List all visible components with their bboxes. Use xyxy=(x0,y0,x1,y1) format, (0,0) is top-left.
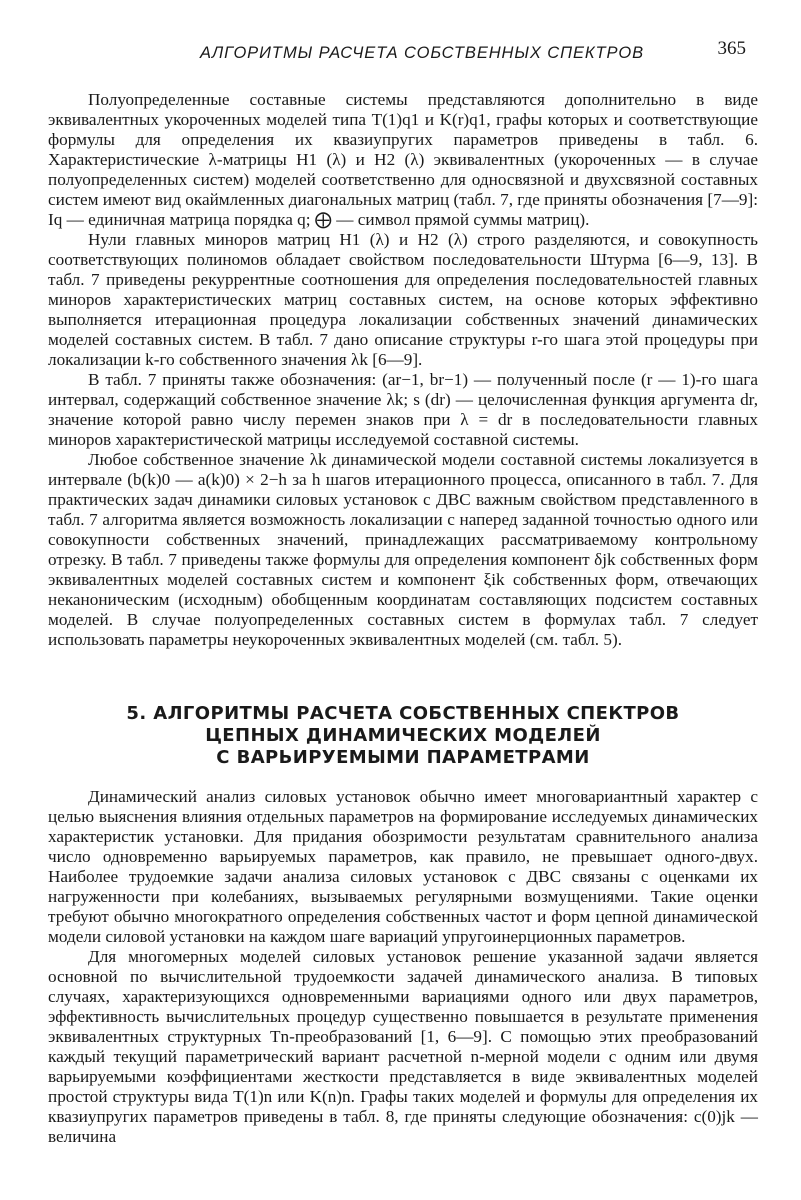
text-block-after-section xyxy=(48,787,758,1147)
paragraph: Для многомерных моделей силовых установок решение указанной задачи является основной по вычислительной трудоемкости задачей динамического анализа. В типовых случаях, характеризующихся одновременными вариациями одного или двух параметров, эффективность вычислительных процедур существенно повышается в результате применения эквивалентных структурных Tn-преобразований [1, 6—9]. С помощью этих преобразований каждый текущий параметрический вариант расчетной n-мерной модели с одним или двумя варьируемыми коэффициентами жесткости представляется в виде эквивалентных моделей простой структуры вида T(1)n или K(n)n. Графы таких моделей и формулы для определения их квазиупругих параметров приведены в табл. 8, где приняты следующие обозначения: c(0)jk — величина xyxy=(48,947,758,1146)
section-heading-line: ЦЕПНЫХ ДИНАМИЧЕСКИХ МОДЕЛЕЙ xyxy=(205,725,601,746)
running-head: АЛГОРИТМЫ РАСЧЕТА СОБСТВЕННЫХ СПЕКТРОВ xyxy=(200,44,644,62)
paragraph: Нули главных миноров матриц H1 (λ) и H2 (λ) строго разделяются, и совокупность соответствующих полиномов обладает свойством последовательности Штурма [6—9, 13]. В табл. 7 приведены рекуррентные соотношения для определения последовательностей главных миноров характеристических матриц составных систем, на основе которых эффективно выполняется итерационная процедура локализации собственных значений динамических моделей составных систем. В табл. 7 дано описание структуры r-го шага этой процедуры при локализации k-го собственного значения λk [6—9]. xyxy=(48,230,758,369)
page-header xyxy=(88,38,746,68)
section-heading-line: 5. АЛГОРИТМЫ РАСЧЕТА СОБСТВЕННЫХ СПЕКТРОВ xyxy=(126,703,680,724)
paragraph: Динамический анализ силовых установок обычно имеет многовариантный характер с целью выяснения влияния отдельных параметров на формирование исследуемых динамических характеристик установки. Для придания обозримости результатам сравнительного анализа число одновременно варьируемых параметров, как правило, не превышает одного-двух. Наиболее трудоемкие задачи анализа силовых установок с ДВС связаны с оценками их нагруженности при колебаниях, вызываемых регулярными возмущениями. Такие оценки требуют обычно многократного определения собственных частот и форм цепной динамической модели силовой установки на каждом шаге вариаций упругоинерционных параметров. xyxy=(48,787,758,946)
section-heading xyxy=(48,703,758,769)
paragraph: Любое собственное значение λk динамической модели составной системы локализуется в интервале (b(k)0 — a(k)0) × 2−h за h шагов итерационного процесса, описанного в табл. 7. Для практических задач динамики силовых установок с ДВС важным свойством представленного в табл. 7 алгоритма является возможность локализации с наперед заданной точностью одного или совокупности собственных значений, принадлежащих рассматриваемому контрольному отрезку. В табл. 7 приведены также формулы для определения компонент δjk собственных форм эквивалентных моделей составных систем и компонент ξik собственных форм, отвечающих неканоническим (исходным) обобщенным координатам составляющих подсистем составных моделей. В случае полуопределенных составных систем в формулах табл. 7 следует использовать параметры неукороченных эквивалентных моделей (см. табл. 5). xyxy=(48,450,758,649)
section-heading-line: С ВАРЬИРУЕМЫМИ ПАРАМЕТРАМИ xyxy=(216,747,590,768)
paragraph: В табл. 7 приняты также обозначения: (ar−1, br−1) — полученный после (r — 1)-го шага интервал, содержащий собственное значение λk; s (dr) — целочисленная функция аргумента dr, значение которой равно числу перемен знаков при λ = dr в последовательности главных миноров характеристической матрицы исследуемой составной системы. xyxy=(48,370,758,449)
paragraph: Полуопределенные составные системы представляются дополнительно в виде эквивалентных укороченных моделей типа T(1)q1 и K(r)q1, графы которых и соответствующие формулы для определения их квазиупругих параметров приведены в табл. 6. Характеристические λ-матрицы H1 (λ) и H2 (λ) эквивалентных (укороченных — в случае полуопределенных систем) моделей соответственно для односвязной и двухсвязной составных систем имеют вид окаймленных диагональных матриц (табл. 7, где приняты обозначения [7—9]: Iq — единичная матрица порядка q; ⨁ — символ прямой суммы матриц). xyxy=(48,90,758,229)
text-block-before-section xyxy=(48,90,758,650)
page-number: 365 xyxy=(717,38,746,59)
